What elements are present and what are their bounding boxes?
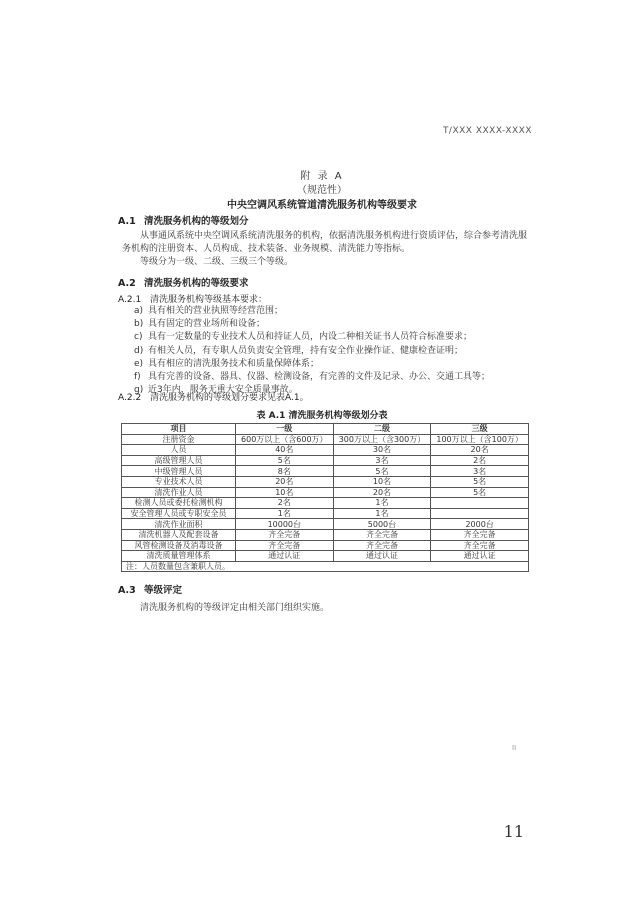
section-number: A.2 bbox=[118, 278, 136, 289]
section-number: A.3 bbox=[118, 585, 136, 596]
table-cell: 清洗作业人员 bbox=[122, 487, 236, 498]
table-cell: 通过认证 bbox=[431, 551, 529, 562]
requirements-list bbox=[134, 305, 528, 397]
list-marker: g) bbox=[134, 385, 144, 396]
table-row bbox=[122, 529, 529, 540]
list-marker: a) bbox=[134, 306, 144, 316]
section-a3-heading bbox=[118, 582, 182, 596]
table-cell: 清洗作业面积 bbox=[122, 519, 236, 530]
table-cell: 100万以上（含100万） bbox=[431, 434, 529, 445]
table-cell: 3名 bbox=[333, 455, 431, 466]
section-a1-heading bbox=[118, 213, 249, 227]
table-row bbox=[122, 455, 529, 466]
list-text: 具有相关的营业执照等经营范围； bbox=[148, 306, 284, 316]
table-row bbox=[122, 508, 529, 519]
table-cell: 5名 bbox=[333, 466, 431, 477]
appendix-nature: （规范性） bbox=[297, 185, 347, 196]
subsection-number: A.2.1 bbox=[118, 295, 142, 305]
table-cell: 通过认证 bbox=[333, 551, 431, 562]
table-cell: 高级管理人员 bbox=[122, 455, 236, 466]
table-cell: 1名 bbox=[333, 508, 431, 519]
table-header-cell: 项目 bbox=[122, 424, 236, 435]
table-cell bbox=[431, 508, 529, 519]
table-cell: 齐全完备 bbox=[235, 540, 333, 551]
page-number: 11 bbox=[503, 822, 524, 841]
table-cell: 齐全完备 bbox=[333, 540, 431, 551]
table-cell: 30名 bbox=[333, 445, 431, 456]
table-cell: 40名 bbox=[235, 445, 333, 456]
list-marker: b) bbox=[134, 319, 144, 330]
table-cell: 专业技术人员 bbox=[122, 476, 236, 487]
table-cell: 齐全完备 bbox=[431, 529, 529, 540]
table-row bbox=[122, 434, 529, 445]
table-cell: 1名 bbox=[333, 498, 431, 509]
list-marker: d) bbox=[134, 345, 144, 356]
list-text: 具有一定数量的专业技术人员和持证人员，内设二种相关证书人员符合标准要求； bbox=[148, 332, 473, 343]
table-cell: 清洗质量管理体系 bbox=[122, 551, 236, 562]
appendix-label: 附 录 A bbox=[300, 171, 344, 182]
list-item bbox=[134, 345, 528, 358]
list-marker: c) bbox=[134, 332, 143, 343]
table-cell: 通过认证 bbox=[235, 551, 333, 562]
table-row bbox=[122, 540, 529, 551]
list-item bbox=[134, 358, 528, 371]
table-cell bbox=[431, 498, 529, 509]
table-header-cell: 一级 bbox=[235, 424, 333, 435]
table-row bbox=[122, 519, 529, 530]
table-cell: 齐全完备 bbox=[235, 529, 333, 540]
table-cell: 安全管理人员或专职安全员 bbox=[122, 508, 236, 519]
table-cell: 20名 bbox=[333, 487, 431, 498]
table-row bbox=[122, 476, 529, 487]
table-row bbox=[122, 498, 529, 509]
list-item bbox=[134, 371, 528, 384]
table-cell: 5名 bbox=[431, 476, 529, 487]
table-caption: 表 A.1 清洗服务机构等级划分表 bbox=[256, 411, 388, 421]
table-row bbox=[122, 551, 529, 562]
section-number: A.1 bbox=[118, 216, 136, 227]
appendix-title-block bbox=[118, 170, 526, 213]
table-cell: 中级管理人员 bbox=[122, 466, 236, 477]
table-cell: 8名 bbox=[235, 466, 333, 477]
table-cell: 2名 bbox=[431, 455, 529, 466]
table-cell: 5名 bbox=[235, 455, 333, 466]
table-note-row bbox=[122, 561, 529, 572]
table-cell: 10名 bbox=[333, 476, 431, 487]
document-code: T/XXX XXXX-XXXX bbox=[442, 126, 532, 136]
table-cell: 清洗机器人及配套设备 bbox=[122, 529, 236, 540]
table-cell: 600万以上（含600万） bbox=[235, 434, 333, 445]
list-text: 具有完善的设备、器具、仪器、检测设备，有完善的文件及记录、办公、交通工具等； bbox=[148, 372, 491, 383]
table-cell: 3名 bbox=[431, 466, 529, 477]
table-header-row bbox=[122, 424, 529, 435]
table-cell: 检测人员或委托检测机构 bbox=[122, 498, 236, 509]
section-a2-heading bbox=[118, 275, 249, 289]
table-row bbox=[122, 466, 529, 477]
section-a1-body bbox=[122, 230, 528, 269]
table-cell: 10000台 bbox=[235, 519, 333, 530]
subsection-title: 清洗服务机构的等级划分要求见表A.1。 bbox=[150, 393, 309, 403]
table-cell: 齐全完备 bbox=[431, 540, 529, 551]
table-note: 注：人员数量包含兼职人员。 bbox=[122, 561, 529, 572]
grade-table bbox=[121, 423, 529, 572]
table-cell: 齐全完备 bbox=[333, 529, 431, 540]
subsection-a21-heading bbox=[118, 292, 267, 305]
table-cell: 2000台 bbox=[431, 519, 529, 530]
list-item bbox=[134, 331, 528, 344]
section-title: 清洗服务机构的等级划分 bbox=[144, 216, 249, 227]
subsection-number: A.2.2 bbox=[118, 393, 142, 403]
table-cell: 2名 bbox=[235, 498, 333, 509]
table-cell: 1名 bbox=[235, 508, 333, 519]
list-text: 有相关人员，有专职人员负责安全管理，持有安全作业操作证、健康检查证明； bbox=[148, 345, 464, 356]
table-cell: 人员 bbox=[122, 445, 236, 456]
list-item bbox=[134, 318, 528, 331]
subsection-title: 清洗服务机构等级基本要求： bbox=[150, 295, 268, 305]
margin-mark: II bbox=[512, 744, 517, 752]
table-cell: 10名 bbox=[235, 487, 333, 498]
table-cell: 风管检测设备及消毒设备 bbox=[122, 540, 236, 551]
subsection-a22-heading bbox=[118, 390, 309, 403]
list-text: 近3年内，服务无重大安全质量事故。 bbox=[148, 385, 298, 396]
list-marker: f) bbox=[134, 372, 141, 383]
table-row bbox=[122, 487, 529, 498]
table-cell: 20名 bbox=[235, 476, 333, 487]
section-title: 等级评定 bbox=[144, 585, 183, 596]
table-cell: 300万以上（含300万） bbox=[333, 434, 431, 445]
paragraph: 从事通风系统中央空调风系统清洗服务的机构，依据清洗服务机构进行资质评估，综合参考清洗服务机构的注册资本、人员构成、技术装备、业务规模、清洗能力等指标。 bbox=[122, 231, 528, 254]
list-item bbox=[134, 305, 528, 318]
section-title: 清洗服务机构的等级要求 bbox=[144, 278, 249, 289]
table-cell: 注册资金 bbox=[122, 434, 236, 445]
table-cell: 5名 bbox=[431, 487, 529, 498]
table-row bbox=[122, 445, 529, 456]
table-header-cell: 三级 bbox=[431, 424, 529, 435]
paragraph: 等级分为一级、二级、三级三个等级。 bbox=[140, 257, 294, 267]
table-header-cell: 二级 bbox=[333, 424, 431, 435]
list-text: 具有相应的清洗服务技术和质量保障体系； bbox=[148, 358, 320, 369]
list-text: 具有固定的营业场所和设备； bbox=[148, 319, 266, 330]
table-cell: 20名 bbox=[431, 445, 529, 456]
table-cell: 5000台 bbox=[333, 519, 431, 530]
section-a3-body: 清洗服务机构的等级评定由相关部门组织实施。 bbox=[140, 603, 330, 613]
appendix-main-title: 中央空调风系统管道清洗服务机构等级要求 bbox=[227, 200, 417, 211]
list-marker: e) bbox=[134, 358, 144, 369]
